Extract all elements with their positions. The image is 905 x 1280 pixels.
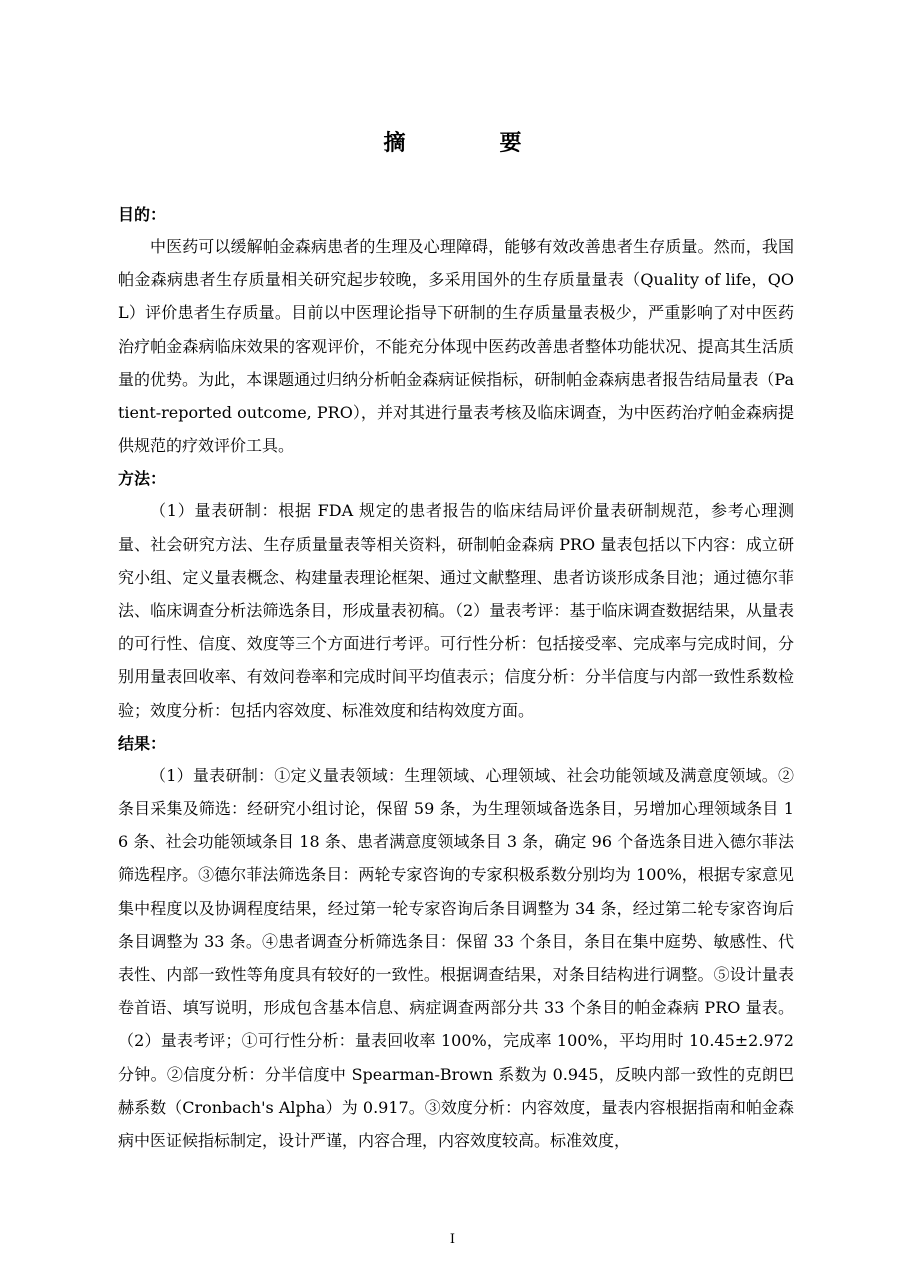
section-heading-results: 结果： — [118, 733, 167, 753]
abstract-body — [118, 200, 794, 1157]
section-body-results: （1）量表研制：①定义量表领域：生理领域、心理领域、社会功能领域及满意度领域。②条目采集及筛选：经研究小组讨论，保留 59 条，为生理领域备选条目，另增加心理领域条目 16 条、社会功能领域条目 18 条、患者满意度领域条目 3 条，确定 96 个备选条目进入德尔菲法筛选程序。③德尔菲法筛选条目：两轮专家咨询的专家积极系数分别均为 100%，根据专家意见集中程度以及协调程度结果，经过第一轮专家咨询后条目调整为 34 条，经过第二轮专家咨询后条目调整为 33 条。④患者调查分析筛选条目：保留 33 个条目，条目在集中庭势、敏感性、代表性、内部一致性等角度具有较好的一致性。根据调查结果，对条目结构进行调整。⑤设计量表卷首语、填写说明，形成包含基本信息、病症调查两部分共 33 个条目的帕金森病 PRO 量表。（2）量表考评；①可行性分析：量表回收率 100%，完成率 100%，平均用时 10.45±2.972 分钟。②信度分析：分半信度中 Spearman-Brown 系数为 0.945，反映内部一致性的克朗巴赫系数（Cronbach's Alpha）为 0.917。③效度分析：内容效度，量表内容根据指南和帕金森病中医证候指标制定，设计严谨，内容合理，内容效度较高。标准效度， — [118, 765, 794, 1151]
section-heading-methods: 方法： — [118, 469, 167, 489]
section-body-methods: （1）量表研制：根据 FDA 规定的患者报告的临床结局评价量表研制规范，参考心理测量、社会研究方法、生存质量量表等相关资料，研制帕金森病 PRO 量表包括以下内容：成立研究小组、定义量表概念、构建量表理论框架、通过文献整理、患者访谈形成条目池；通过德尔菲法、临床调查分析法筛选条目，形成量表初稿。（2）量表考评：基于临床调查数据结果，从量表的可行性、信度、效度等三个方面进行考评。可行性分析：包括接受率、完成率与完成时间，分别用量表回收率、有效问卷率和完成时间平均值表示；信度分析：分半信度与内部一致性系数检验；效度分析：包括内容效度、标准效度和结构效度方面。 — [118, 501, 794, 720]
page-title: 摘 要 — [383, 131, 558, 156]
section-body-purpose: 中医药可以缓解帕金森病患者的生理及心理障碍，能够有效改善患者生存质量。然而，我国帕金森病患者生存质量相关研究起步较晚，多采用国外的生存质量量表（Quality of life，QOL）评价患者生存质量。目前以中医理论指导下研制的生存质量量表极少，严重影响了对中医药治疗帕金森病临床效果的客观评价，不能充分体现中医药改善患者整体功能状况、提高其生活质量的优势。为此，本课题通过归纳分析帕金森病证候指标，研制帕金森病患者报告结局量表（Patient-reported outcome, PRO），并对其进行量表考核及临床调查，为中医药治疗帕金森病提供规范的疗效评价工具。 — [118, 237, 794, 456]
page-number: I — [449, 1232, 456, 1247]
section-heading-purpose: 目的： — [118, 205, 167, 224]
